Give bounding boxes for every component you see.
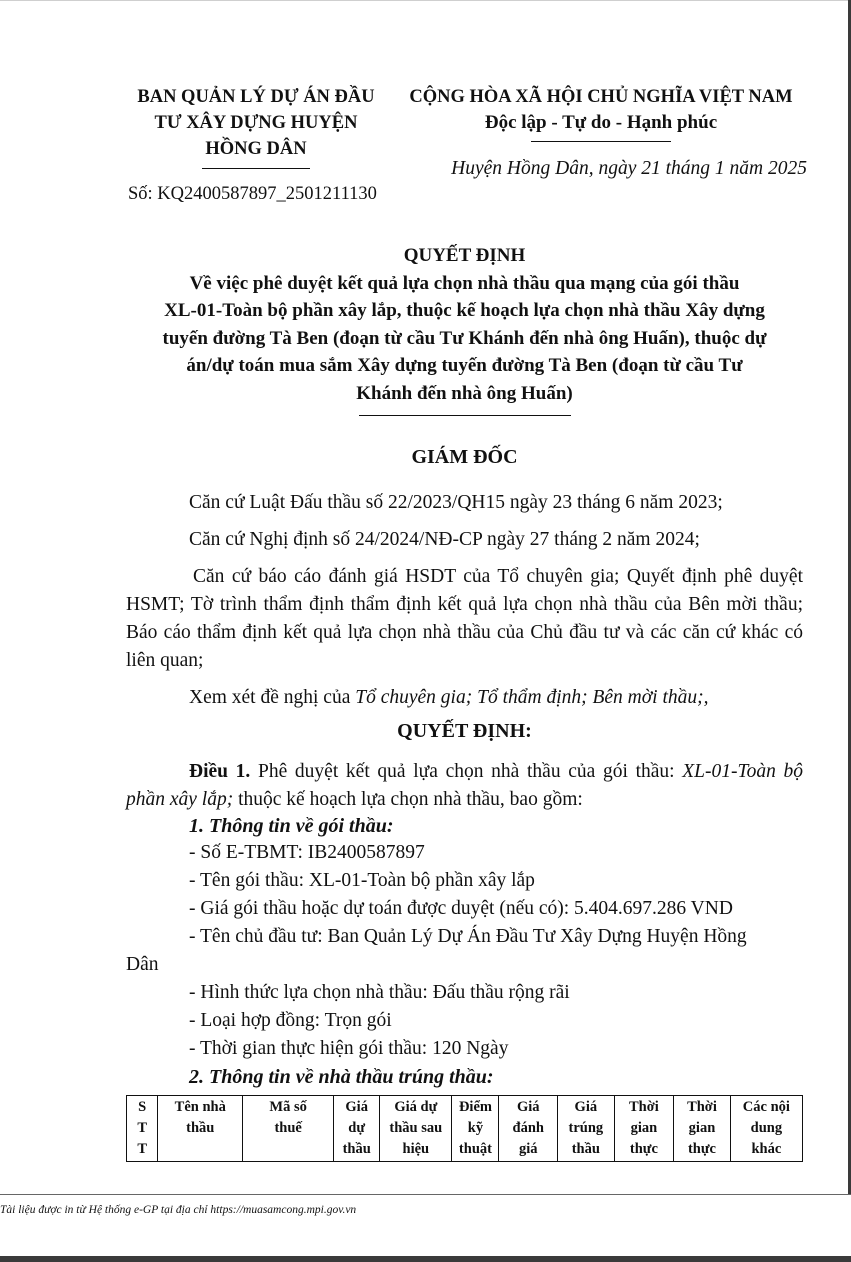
print-source-note: Tài liệu được in từ Hệ thống e-GP tại địa chỉ https://muasamcong.mpi.gov.vn [0,1204,357,1216]
national-heading [395,84,807,142]
title-subject-line: án/dự toán mua sắm Xây dựng tuyến đường Tà Ben (đoạn từ cầu Tư [186,355,743,376]
page-top-edge [0,0,851,1]
article-1-text: Phê duyệt kết quả lựa chọn nhà thầu của gói thầu: [250,761,683,782]
decision-title [126,242,803,416]
page-bottom-edge [0,1256,851,1262]
column-header: Thời gian thực [674,1096,731,1162]
column-header: Tên nhà thầu [158,1096,243,1162]
package-investor: - Tên chủ đầu tư: Ban Quản Lý Dự Án Đầu Tư Xây Dựng Huyện Hồng [189,926,747,947]
title-subject-line: Về việc phê duyệt kết quả lựa chọn nhà thầu qua mạng của gói thầu [189,272,740,294]
column-header: S T T [127,1096,158,1162]
org-line: HỒNG DÂN [205,139,307,159]
package-price: - Giá gói thầu hoặc dự toán được duyệt (nếu có): 5.404.697.286 VND [189,898,733,919]
legal-basis-reports: Căn cứ báo cáo đánh giá HSDT của Tổ chuyên gia; Quyết định phê duyệt HSMT; Tờ trình thẩm định thẩm định kết quả lựa chọn nhà thầu của Bên mời thầu; Báo cáo thẩm định kết quả lựa chọn nhà thầu của Chủ đầu tư và các căn cứ khác có liên quan; [126,566,803,671]
nation-name: CỘNG HÒA XÃ HỘI CHỦ NGHĨA VIỆT NAM [409,87,793,107]
title-heading: QUYẾT ĐỊNH [403,245,526,266]
winning-contractor-table [126,1095,803,1162]
package-name: - Tên gói thầu: XL-01-Toàn bộ phần xây lắp [189,870,535,891]
package-selection-form: - Hình thức lựa chọn nhà thầu: Đấu thầu rộng rãi [189,982,570,1003]
authority-heading: GIÁM ĐỐC [411,446,518,468]
place-and-date: Huyện Hồng Dân, ngày 21 tháng 1 năm 2025 [451,158,807,179]
title-underline [359,415,571,416]
column-header: Mã số thuế [243,1096,334,1162]
org-line: BAN QUẢN LÝ DỰ ÁN ĐẦU [137,87,375,107]
package-investor-cont: Dân [126,954,159,975]
table-header-row [127,1096,803,1162]
decision-heading: QUYẾT ĐỊNH: [397,720,532,742]
footer-divider [0,1194,851,1195]
title-subject-line: Khánh đến nhà ông Huấn) [356,382,573,404]
title-subject-line: XL-01-Toàn bộ phần xây lắp, thuộc kế hoạch lựa chọn nhà thầu Xây dựng [164,300,765,321]
motto-underline [531,141,671,142]
legal-basis-law: Căn cứ Luật Đấu thầu số 22/2023/QH15 ngày 23 tháng 6 năm 2023; [189,492,723,513]
national-motto: Độc lập - Tự do - Hạnh phúc [484,112,718,133]
column-header: Giá dự thầu sau hiệu [380,1096,452,1162]
column-header: Giá đánh giá [499,1096,558,1162]
column-header: Giá dự thầu [334,1096,380,1162]
article-1-suffix: thuộc kế hoạch lựa chọn nhà thầu, bao gồm: [233,789,583,810]
column-header: Thời gian thực [614,1096,674,1162]
article-1 [126,758,803,814]
legal-basis-decree: Căn cứ Nghị định số 24/2024/NĐ-CP ngày 27 tháng 2 năm 2024; [189,529,700,550]
org-underline [202,168,310,169]
consideration-prefix: Xem xét đề nghị của [189,687,356,708]
package-duration: - Thời gian thực hiện gói thầu: 120 Ngày [189,1038,509,1059]
section-2-title: 2. Thông tin về nhà thầu trúng thầu: [189,1066,494,1088]
consideration [189,684,803,712]
article-1-label: Điều 1. [189,761,251,782]
article-1-package: XL-01-Toàn bộ phần xây lắp; [126,761,803,810]
column-header: Điểm kỹ thuật [452,1096,499,1162]
section-1-title: 1. Thông tin về gói thầu: [189,815,394,837]
column-header: Giá trúng thầu [558,1096,615,1162]
column-header: Các nội dung khác [730,1096,802,1162]
package-contract-type: - Loại hợp đồng: Trọn gói [189,1010,392,1031]
title-subject-line: tuyến đường Tà Ben (đoạn từ cầu Tư Khánh đến nhà ông Huấn), thuộc dự [162,327,767,349]
document-number: Số: KQ2400587897_2501211130 [128,184,377,204]
org-line: TƯ XÂY DỰNG HUYỆN [154,113,358,133]
consideration-parties: Tổ chuyên gia; Tổ thẩm định; Bên mời thầu;, [355,687,709,708]
package-tbmt: - Số E-TBMT: IB2400587897 [189,842,425,863]
issuing-organization [122,84,390,169]
